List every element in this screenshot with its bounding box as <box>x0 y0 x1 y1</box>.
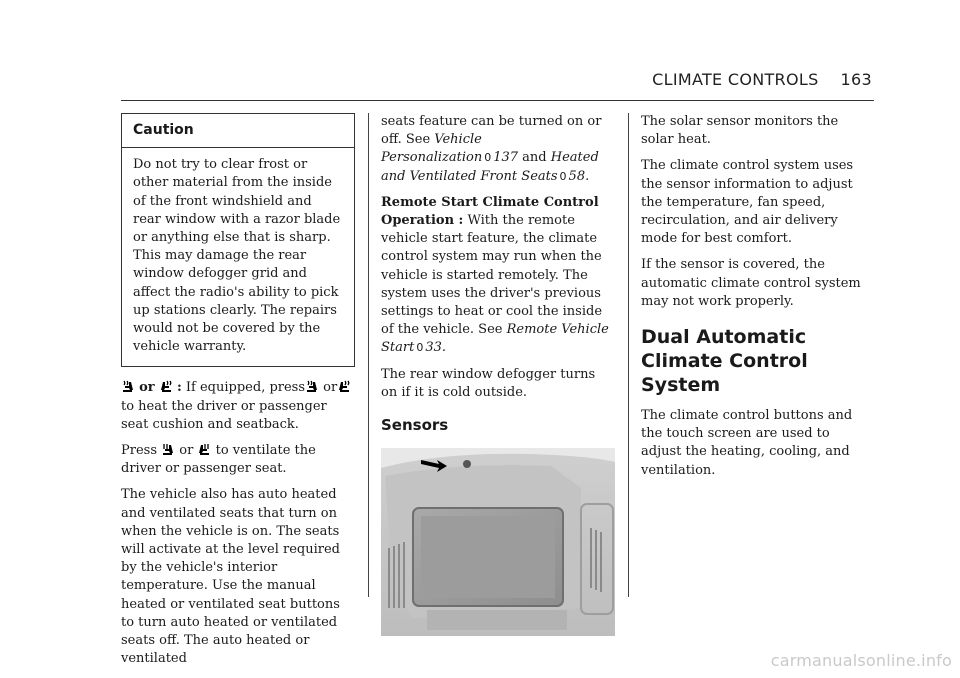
heated-seat-passenger-icon <box>337 380 351 393</box>
vent-or: or <box>179 443 194 459</box>
heated-seat-driver-icon <box>121 380 135 393</box>
heated-text-1: If equipped, press <box>185 380 306 396</box>
heated-colon: : <box>176 380 182 396</box>
seats-feature-text: seats feature can be turned on or off. See <box>381 114 602 148</box>
column-divider-1 <box>368 113 369 597</box>
vent-text: to ventilate the driver or passenger seat. <box>121 443 316 477</box>
page-header <box>652 70 872 89</box>
page-ref-137[interactable]: 137 <box>493 150 519 166</box>
page-ref-33[interactable]: 33. <box>425 340 447 356</box>
heated-or-2: or <box>323 380 338 396</box>
sensor-dashboard-figure <box>381 448 615 636</box>
sensors-heading: Sensors <box>381 416 449 435</box>
page-ref-58[interactable]: 58. <box>568 168 590 184</box>
caution-title: Caution <box>122 114 354 148</box>
caution-box <box>121 113 355 367</box>
ventilated-seat-driver-icon <box>161 443 175 456</box>
page-ref-arrow-icon: 0 <box>416 341 424 355</box>
solar-sensor-paragraph: The solar sensor monitors the solar heat. <box>641 114 839 148</box>
heated-text-2: to heat the driver or passenger seat cushion and seatback. <box>121 398 327 432</box>
auto-seats-paragraph: The vehicle also has auto heated and ventilated seats that turn on when the vehicle is on. The seats will activate at the level required by the vehicle's interior temperature. Use the manual heated or ventilated seat buttons to turn auto heated or ventilated seats off. The auto heated or ventilated <box>121 487 340 667</box>
ventilated-seats-paragraph <box>121 442 355 478</box>
heated-seat-passenger-icon <box>159 380 173 393</box>
column-1 <box>121 113 355 676</box>
dual-climate-heading: Dual Automatic Climate Control System <box>641 326 808 397</box>
sensor-info-paragraph: The climate control system uses the sensor information to adjust the temperature, fan speed, recirculation, and air delivery mode for best comfort. <box>641 158 854 247</box>
heated-seats-paragraph <box>121 379 355 434</box>
ventilated-seat-passenger-icon <box>197 443 211 456</box>
column-2 <box>381 113 615 636</box>
heated-or-word: or <box>139 380 155 396</box>
remote-start-paragraph <box>381 194 615 358</box>
column-3 <box>641 113 874 488</box>
heated-ventilated-seats-link[interactable]: Heated and Ventilated Front Seats <box>381 150 599 184</box>
caution-body: Do not try to clear frost or other material from the inside of the front windshield and rear window with a razor blade or anything else that is sharp. This may damage the rear window defogger grid and affect the radio's ability to pick up stations clearly. The repairs would not be covered by the vehicle warranty. <box>133 157 341 355</box>
vehicle-personalization-link[interactable]: Vehicle Personalization <box>381 132 483 166</box>
remote-vehicle-start-link[interactable]: Remote Vehicle Start <box>381 322 609 356</box>
watermark: carmanualsonline.info <box>770 651 952 670</box>
header-rule <box>121 100 874 101</box>
remote-start-label: Remote Start Climate Control Operation : <box>381 194 599 229</box>
page-number: 163 <box>840 70 872 89</box>
remote-start-text: With the remote vehicle start feature, the climate control system may run when the vehicle is started remotely. The system uses the driver's previous settings to heat or cool the inside of the vehicle. See <box>381 213 603 338</box>
defogger-paragraph: The rear window defogger turns on if it is cold outside. <box>381 366 596 400</box>
page-ref-arrow-icon: 0 <box>559 169 567 183</box>
column-divider-2 <box>628 113 629 597</box>
and-word: and <box>522 150 547 166</box>
heated-seat-driver-icon <box>305 380 319 393</box>
vent-press: Press <box>121 443 157 459</box>
page-ref-arrow-icon: 0 <box>484 151 492 165</box>
seats-feature-paragraph <box>381 113 615 186</box>
dual-climate-paragraph: The climate control buttons and the touch screen are used to adjust the heating, cooling, and ventilation. <box>641 408 853 478</box>
section-title: CLIMATE CONTROLS <box>652 70 819 89</box>
sensor-covered-paragraph: If the sensor is covered, the automatic climate control system may not work properly. <box>641 257 861 309</box>
